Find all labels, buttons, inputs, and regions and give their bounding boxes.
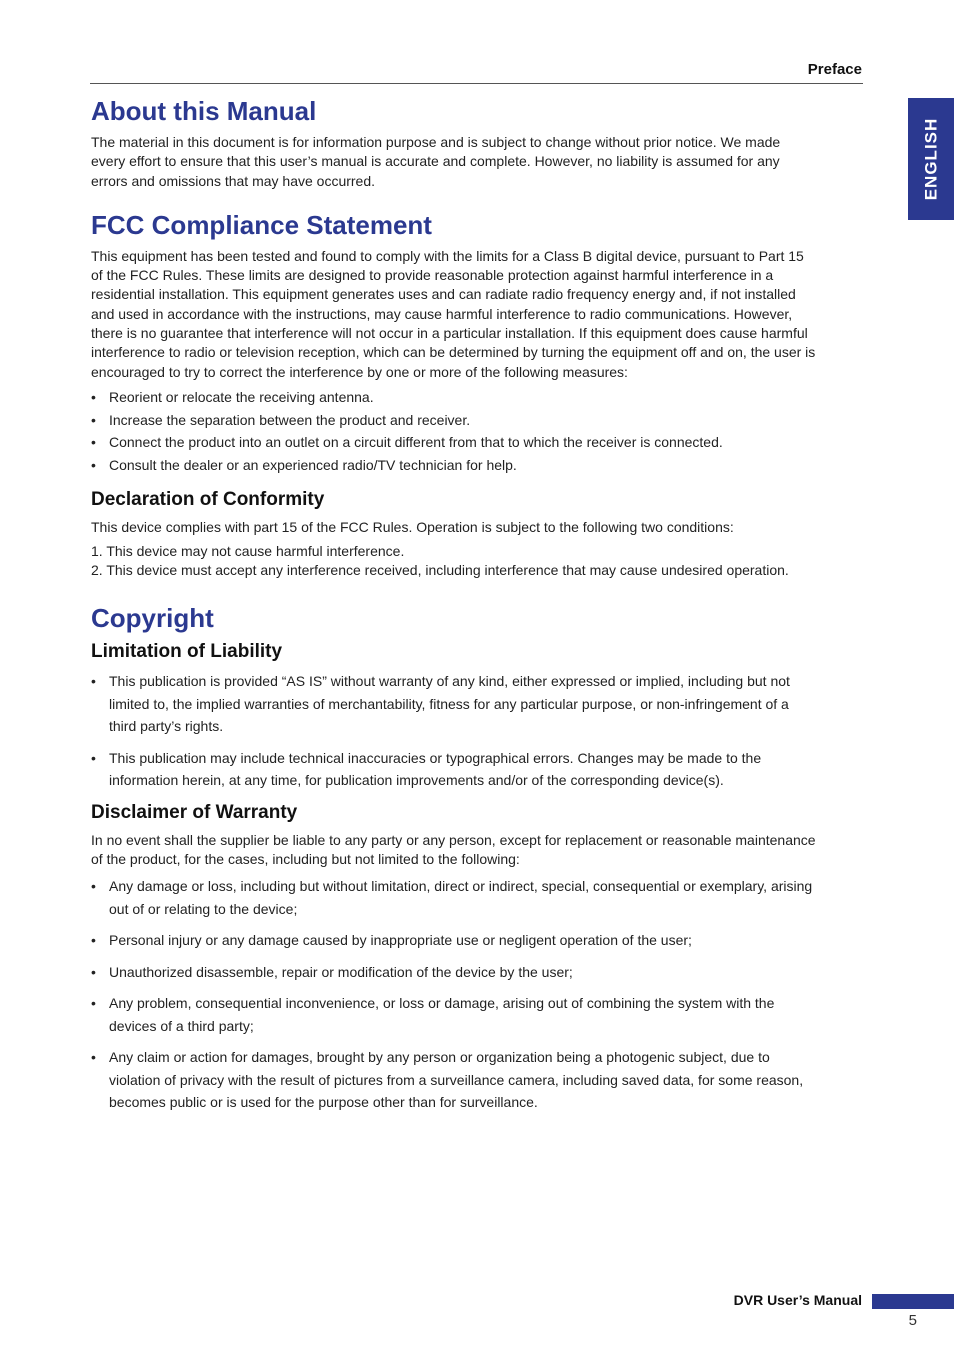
liability-list	[91, 670, 816, 792]
spacer	[91, 191, 816, 209]
list-item: • Reorient or relocate the receiving antenna.	[91, 388, 816, 407]
list-item: • Increase the separation between the product and receiver.	[91, 411, 816, 430]
copyright-heading: Copyright	[91, 603, 214, 634]
warranty-intro: In no event shall the supplier be liable to any party or any person, except for replacement or reasonable maintenance of the product, for the cases, including but not limited to the following:	[91, 831, 816, 868]
warranty-heading: Disclaimer of Warranty	[91, 801, 298, 823]
liability-heading: Limitation of Liability	[91, 641, 283, 663]
list-item: • Unauthorized disassemble, repair or modification of the device by the user;	[91, 961, 816, 984]
running-footer: DVR User’s Manual	[733, 1292, 862, 1308]
fcc-heading: FCC Compliance Statement	[91, 209, 432, 240]
list-item: • Personal injury or any damage caused by inappropriate use or negligent operation of the user;	[91, 929, 816, 952]
language-tab	[908, 98, 954, 220]
conformity-intro: This device complies with part 15 of the FCC Rules. Operation is subject to the following two conditions:	[91, 519, 734, 536]
list-item: • Any damage or loss, including but without limitation, direct or indirect, special, consequential or exemplary, arising out of or relating to the device;	[91, 875, 816, 920]
about-heading: About this Manual	[91, 96, 317, 126]
warranty-list	[91, 875, 816, 1114]
conformity-heading: Declaration of Conformity	[91, 489, 325, 511]
page-number: 5	[908, 1312, 917, 1329]
conformity-condition-1: 1. This device may not cause harmful interference.	[91, 542, 405, 559]
list-item: • This publication is provided “AS IS” without warranty of any kind, either expressed or implied, including but not limited to, the implied warranties of merchantability, fitness for any particular purpose, or non-infringement of a third party’s rights.	[91, 670, 816, 738]
list-item: • This publication may include technical inaccuracies or typographical errors. Changes may be made to the information herein, at any time, for publication improvements and/or of the corresponding device(s).	[91, 747, 816, 792]
header-rule	[90, 83, 863, 84]
spacer	[91, 478, 816, 488]
language-tab-label: ENGLISH	[921, 117, 940, 201]
spacer	[91, 580, 816, 602]
page-content	[91, 95, 816, 1123]
list-item: • Consult the dealer or an experienced radio/TV technician for help.	[91, 456, 816, 475]
fcc-measures-list	[91, 388, 816, 475]
conformity-condition-2: 2. This device must accept any interference received, including interference that may cause undesired operation.	[91, 561, 789, 578]
list-item: • Any claim or action for damages, brought by any person or organization being a photogenic subject, due to violation of privacy with the result of pictures from a surveillance camera, including saved data, for some reason, becomes public or is used for the purpose other than for surveillance.	[91, 1046, 816, 1114]
list-item: • Connect the product into an outlet on a circuit different from that to which the receiver is connected.	[91, 433, 816, 452]
list-item: • Any problem, consequential inconvenience, or loss or damage, arising out of combining the system with the devices of a third party;	[91, 992, 816, 1037]
running-header: Preface	[807, 61, 862, 78]
fcc-body: This equipment has been tested and found to comply with the limits for a Class B digital device, pursuant to Part 15 of the FCC Rules. These limits are designed to provide reasonable protection against harmful interference in a residential installation. This equipment generates uses and can radiate radio frequency energy and, if not installed and used in accordance with the instructions, may cause harmful interference to radio communications. However, there is no guarantee that interference will not occur in a particular installation. If this equipment does cause harmful interference to radio or television reception, which can be determined by turning the equipment off and on, the user is encouraged to try to correct the interference by one or more of the following measures:	[91, 247, 816, 380]
footer-accent-bar	[872, 1294, 954, 1309]
about-body: The material in this document is for information purpose and is subject to change without prior notice. We made every effort to ensure that this user’s manual is accurate and complete. However, no liability is assumed for any errors and omissions that may have occurred.	[91, 134, 781, 189]
